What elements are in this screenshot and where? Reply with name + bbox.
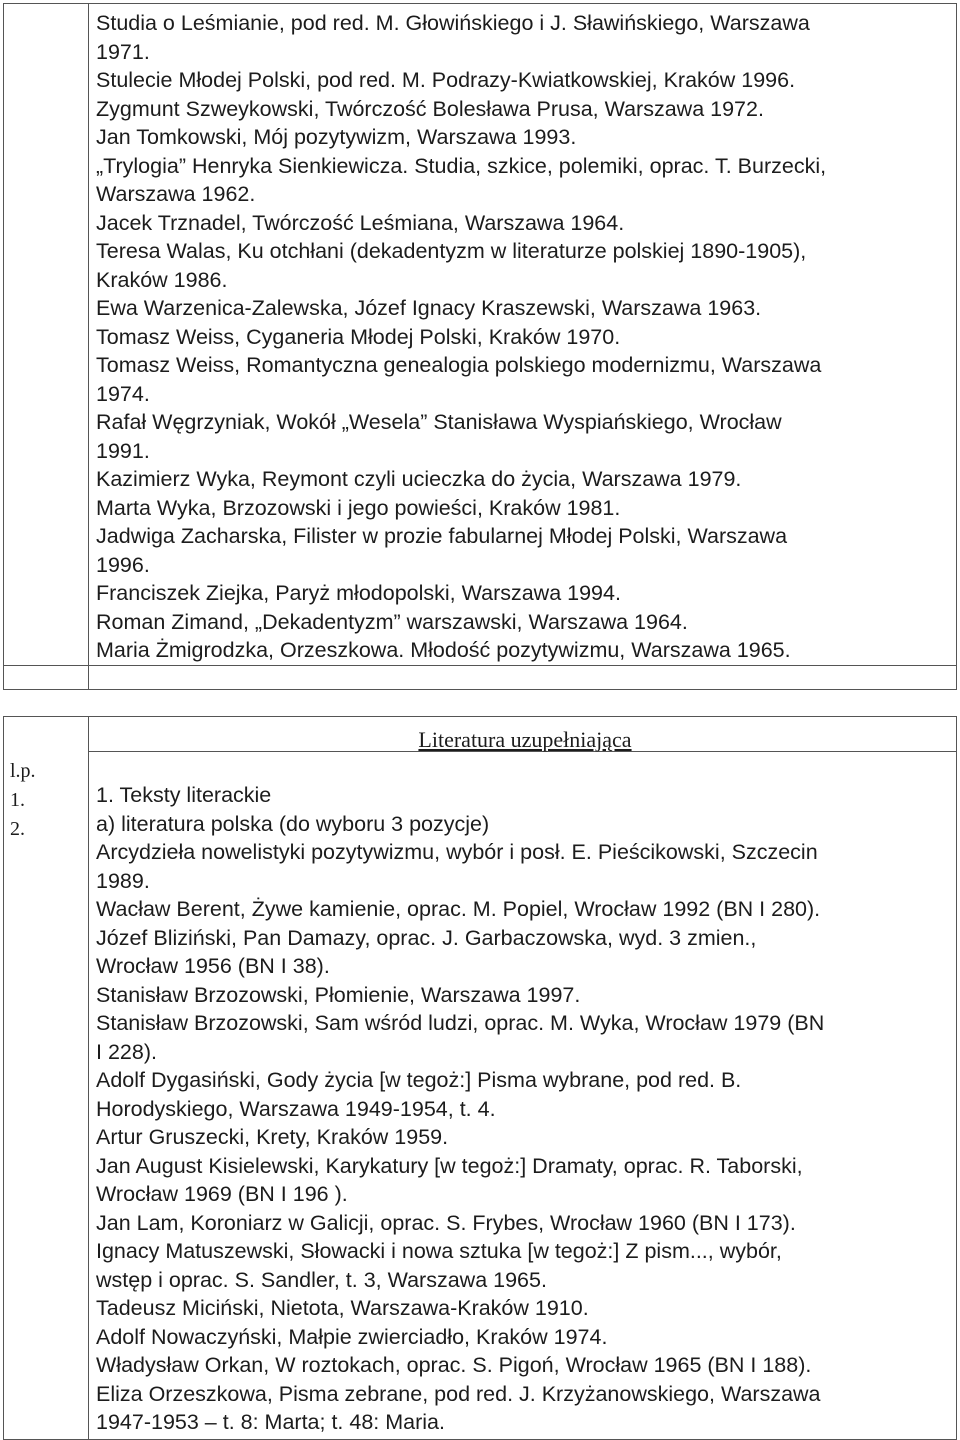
- bibliography-entry-line: 1. Teksty literackie: [96, 783, 272, 807]
- section-heading: Literatura uzupełniająca: [418, 727, 632, 752]
- bibliography-entry-line: Tadeusz Miciński, Nietota, Warszawa-Kraków 1910.: [96, 1296, 589, 1320]
- bibliography-entry-line: Warszawa 1962.: [96, 182, 256, 206]
- bibliography-entry-line: Ewa Warzenica-Zalewska, Józef Ignacy Kraszewski, Warszawa 1963.: [96, 296, 762, 320]
- bibliography-entry-line: Tomasz Weiss, Romantyczna genealogia polskiego modernizmu, Warszawa: [96, 353, 822, 377]
- bibliography-entry-line: 1974.: [96, 381, 150, 406]
- bibliography-entry-line: Stanisław Brzozowski, Płomienie, Warszawa 1997.: [96, 982, 581, 1007]
- bibliography-entry-line: Arcydzieła nowelistyki pozytywizmu, wybór i posł. E. Pieścikowski, Szczecin: [96, 840, 818, 864]
- supplementary-list: [96, 781, 946, 1437]
- column-divider: [88, 717, 89, 1439]
- bibliography-entry-line: „Trylogia” Henryka Sienkiewicza. Studia, szkice, polemiki, oprac. T. Burzecki,: [96, 153, 827, 178]
- bibliography-entry-line: Studia o Leśmianie, pod red. M. Głowińskiego i J. Sławińskiego, Warszawa: [96, 11, 810, 35]
- bibliography-entry-line: Jan Lam, Koroniarz w Galicji, oprac. S. Frybes, Wrocław 1960 (BN I 173).: [96, 1210, 796, 1235]
- bibliography-entry-line: 1971.: [96, 39, 150, 64]
- bibliography-entry-line: 1947-1953 – t. 8: Marta; t. 48: Maria.: [96, 1410, 445, 1434]
- bibliography-entry-line: Ignacy Matuszewski, Słowacki i nowa sztuka [w tegoż:] Z pism..., wybór,: [96, 1239, 782, 1263]
- bibliography-entry-line: Teresa Walas, Ku otchłani (dekadentyzm w literaturze polskiej 1890-1905),: [96, 239, 807, 263]
- bibliography-entry-line: Stanisław Brzozowski, Sam wśród ludzi, oprac. M. Wyka, Wrocław 1979 (BN: [96, 1011, 825, 1035]
- bibliography-entry-line: Horodyskiego, Warszawa 1949-1954, t. 4.: [96, 1096, 496, 1121]
- bibliography-entry-line: Jan Tomkowski, Mój pozytywizm, Warszawa 1993.: [96, 125, 577, 149]
- bibliography-entry-line: Stulecie Młodej Polski, pod red. M. Podrazy-Kwiatkowskiej, Kraków 1996.: [96, 68, 796, 92]
- bibliography-entry-line: Wacław Berent, Żywe kamienie, oprac. M. Popiel, Wrocław 1992 (BN I 280).: [96, 897, 821, 921]
- bibliography-entry-line: Rafał Węgrzyniak, Wokół „Wesela” Stanisława Wyspiańskiego, Wrocław: [96, 410, 782, 434]
- bibliography-entry-line: I 228).: [96, 1039, 157, 1064]
- bibliography-entry-line: 1991.: [96, 438, 150, 463]
- bibliography-entry-line: Zygmunt Szweykowski, Twórczość Bolesława Prusa, Warszawa 1972.: [96, 96, 764, 121]
- bibliography-entry-line: Tomasz Weiss, Cyganeria Młodej Polski, Kraków 1970.: [96, 324, 621, 349]
- bibliography-entry-line: Jacek Trznadel, Twórczość Leśmiana, Warszawa 1964.: [96, 210, 625, 235]
- bibliography-entry-line: Eliza Orzeszkowa, Pisma zebrane, pod red. J. Krzyżanowskiego, Warszawa: [96, 1381, 821, 1406]
- bibliography-entry-line: Władysław Orkan, W roztokach, oprac. S. Pigoń, Wrocław 1965 (BN I 188).: [96, 1353, 812, 1377]
- bibliography-entry-line: Marta Wyka, Brzozowski i jego powieści, Kraków 1981.: [96, 495, 621, 520]
- lp-number: 2.: [10, 818, 25, 840]
- bibliography-entry-line: wstęp i oprac. S. Sandler, t. 3, Warszawa 1965.: [96, 1267, 547, 1292]
- bibliography-entry-line: Maria Żmigrodzka, Orzeszkowa. Młodość pozytywizmu, Warszawa 1965.: [96, 638, 791, 662]
- bibliography-entry-line: Roman Zimand, „Dekadentyzm” warszawski, Warszawa 1964.: [96, 609, 688, 634]
- row-divider: [4, 665, 956, 666]
- lp-number: 1.: [10, 789, 25, 811]
- bibliography-entry-line: Franciszek Ziejka, Paryż młodopolski, Warszawa 1994.: [96, 581, 621, 605]
- bibliography-entry-line: Artur Gruszecki, Krety, Kraków 1959.: [96, 1125, 449, 1149]
- bibliography-entry-line: Kraków 1986.: [96, 267, 228, 292]
- bibliography-entry-line: Wrocław 1956 (BN I 38).: [96, 954, 330, 978]
- bibliography-table-main: [3, 3, 957, 690]
- bibliography-entry-line: 1996.: [96, 552, 150, 577]
- bibliography-entry-line: Kazimierz Wyka, Reymont czyli ucieczka do życia, Warszawa 1979.: [96, 467, 742, 491]
- bibliography-entry-line: Jan August Kisielewski, Karykatury [w tegoż:] Dramaty, oprac. R. Taborski,: [96, 1153, 803, 1178]
- bibliography-entry-line: Józef Bliziński, Pan Damazy, oprac. J. Garbaczowska, wyd. 3 zmien.,: [96, 925, 757, 950]
- bibliography-entry-line: 1989.: [96, 868, 150, 893]
- lp-column: [10, 757, 36, 844]
- supplementary-literature-table: [3, 716, 957, 1440]
- bibliography-entry-line: Jadwiga Zacharska, Filister w prozie fabularnej Młodej Polski, Warszawa: [96, 524, 788, 548]
- lp-header: l.p.: [10, 760, 36, 782]
- bibliography-entry-line: Adolf Dygasiński, Gody życia [w tegoż:] Pisma wybrane, pod red. B.: [96, 1068, 742, 1092]
- bibliography-entry-line: Adolf Nowaczyński, Małpie zwierciadło, Kraków 1974.: [96, 1324, 608, 1349]
- bibliography-entry-line: a) literatura polska (do wyboru 3 pozycje): [96, 811, 490, 836]
- bibliography-list: [96, 9, 946, 665]
- bibliography-entry-line: Wrocław 1969 (BN I 196 ).: [96, 1182, 348, 1206]
- column-divider: [88, 4, 89, 689]
